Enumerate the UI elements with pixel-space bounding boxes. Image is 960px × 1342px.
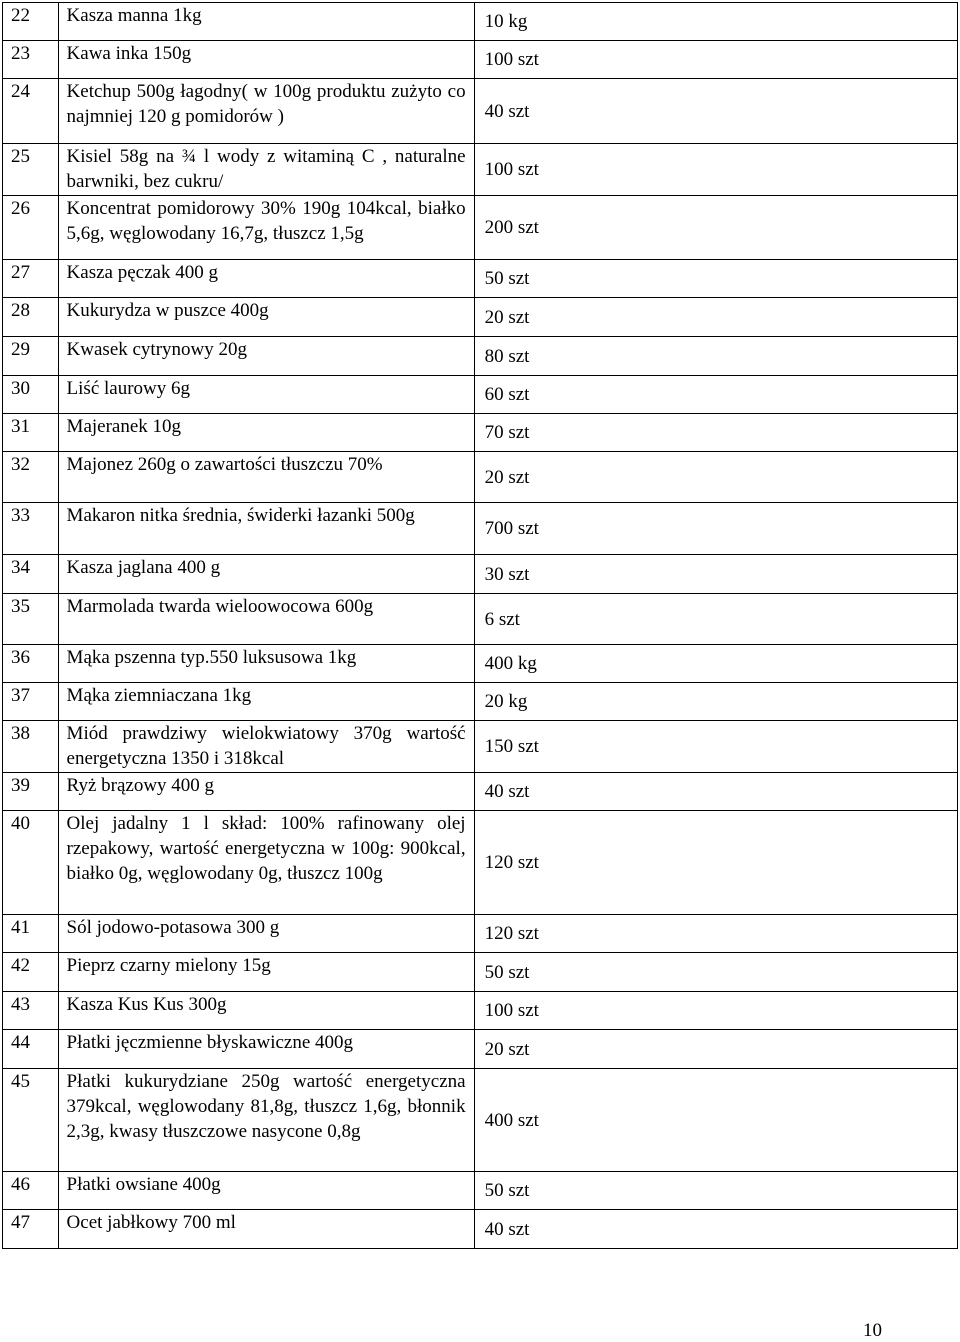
quantity: 50 szt xyxy=(474,953,957,992)
table-row xyxy=(3,594,958,645)
table-row xyxy=(3,773,958,811)
quantity: 700 szt xyxy=(474,503,957,555)
table-row xyxy=(3,337,958,376)
row-number: 43 xyxy=(3,992,59,1030)
row-number: 23 xyxy=(3,41,59,79)
quantity: 30 szt xyxy=(474,555,957,594)
table-row xyxy=(3,645,958,683)
product-name: Kukurydza w puszce 400g xyxy=(58,298,474,337)
product-name: Płatki jęczmienne błyskawiczne 400g xyxy=(58,1030,474,1069)
quantity: 20 szt xyxy=(474,298,957,337)
row-number: 47 xyxy=(3,1210,59,1249)
quantity: 20 szt xyxy=(474,452,957,503)
row-number: 24 xyxy=(3,79,59,144)
quantity: 10 kg xyxy=(474,3,957,41)
row-number: 29 xyxy=(3,337,59,376)
quantity: 40 szt xyxy=(474,1210,957,1249)
table-row xyxy=(3,992,958,1030)
quantity: 70 szt xyxy=(474,414,957,452)
product-name: Mąka ziemniaczana 1kg xyxy=(58,683,474,721)
table-row xyxy=(3,683,958,721)
product-name: Makaron nitka średnia, świderki łazanki 500g xyxy=(58,503,474,555)
row-number: 46 xyxy=(3,1172,59,1210)
quantity: 6 szt xyxy=(474,594,957,645)
quantity: 100 szt xyxy=(474,992,957,1030)
quantity: 100 szt xyxy=(474,41,957,79)
row-number: 33 xyxy=(3,503,59,555)
table-row xyxy=(3,79,958,144)
page-number: 10 xyxy=(863,1320,882,1341)
quantity: 50 szt xyxy=(474,1172,957,1210)
product-name: Majeranek 10g xyxy=(58,414,474,452)
row-number: 35 xyxy=(3,594,59,645)
product-name: Mąka pszenna typ.550 luksusowa 1kg xyxy=(58,645,474,683)
quantity: 150 szt xyxy=(474,721,957,773)
table-row xyxy=(3,1069,958,1172)
row-number: 25 xyxy=(3,144,59,196)
table-row xyxy=(3,3,958,41)
quantity: 400 szt xyxy=(474,1069,957,1172)
row-number: 34 xyxy=(3,555,59,594)
table-row xyxy=(3,1172,958,1210)
product-name: Kasza Kus Kus 300g xyxy=(58,992,474,1030)
product-name: Kwasek cytrynowy 20g xyxy=(58,337,474,376)
row-number: 45 xyxy=(3,1069,59,1172)
product-name: Kasza pęczak 400 g xyxy=(58,260,474,298)
row-number: 44 xyxy=(3,1030,59,1069)
row-number: 28 xyxy=(3,298,59,337)
product-name: Koncentrat pomidorowy 30% 190g 104kcal, białko 5,6g, węglowodany 16,7g, tłuszcz 1,5g xyxy=(58,196,474,260)
product-name: Majonez 260g o zawartości tłuszczu 70% xyxy=(58,452,474,503)
product-name: Płatki owsiane 400g xyxy=(58,1172,474,1210)
row-number: 40 xyxy=(3,811,59,915)
quantity: 80 szt xyxy=(474,337,957,376)
quantity: 40 szt xyxy=(474,773,957,811)
product-name: Liść laurowy 6g xyxy=(58,376,474,414)
table-row xyxy=(3,1030,958,1069)
row-number: 32 xyxy=(3,452,59,503)
table-row xyxy=(3,260,958,298)
row-number: 37 xyxy=(3,683,59,721)
product-name: Miód prawdziwy wielokwiatowy 370g wartość energetyczna 1350 i 318kcal xyxy=(58,721,474,773)
quantity: 200 szt xyxy=(474,196,957,260)
product-name: Kasza jaglana 400 g xyxy=(58,555,474,594)
quantity: 120 szt xyxy=(474,811,957,915)
table-row xyxy=(3,915,958,953)
table-row xyxy=(3,41,958,79)
product-name: Olej jadalny 1 l skład: 100% rafinowany olej rzepakowy, wartość energetyczna w 100g: 900kcal, białko 0g, węglowodany 0g, tłuszcz 100g xyxy=(58,811,474,915)
product-name: Ocet jabłkowy 700 ml xyxy=(58,1210,474,1249)
table-row xyxy=(3,1210,958,1249)
row-number: 42 xyxy=(3,953,59,992)
table-row xyxy=(3,196,958,260)
row-number: 30 xyxy=(3,376,59,414)
table-row xyxy=(3,555,958,594)
quantity: 100 szt xyxy=(474,144,957,196)
quantity: 50 szt xyxy=(474,260,957,298)
product-name: Kasza manna 1kg xyxy=(58,3,474,41)
row-number: 41 xyxy=(3,915,59,953)
table-row xyxy=(3,298,958,337)
row-number: 26 xyxy=(3,196,59,260)
quantity: 20 szt xyxy=(474,1030,957,1069)
quantity: 400 kg xyxy=(474,645,957,683)
quantity: 20 kg xyxy=(474,683,957,721)
row-number: 38 xyxy=(3,721,59,773)
table-row xyxy=(3,452,958,503)
row-number: 22 xyxy=(3,3,59,41)
table-row xyxy=(3,376,958,414)
product-name: Marmolada twarda wieloowocowa 600g xyxy=(58,594,474,645)
row-number: 39 xyxy=(3,773,59,811)
row-number: 36 xyxy=(3,645,59,683)
table-row xyxy=(3,503,958,555)
quantity: 60 szt xyxy=(474,376,957,414)
table-row xyxy=(3,953,958,992)
product-name: Kawa inka 150g xyxy=(58,41,474,79)
product-name: Pieprz czarny mielony 15g xyxy=(58,953,474,992)
product-name: Ketchup 500g łagodny( w 100g produktu zużyto co najmniej 120 g pomidorów ) xyxy=(58,79,474,144)
row-number: 31 xyxy=(3,414,59,452)
product-table-body xyxy=(3,3,958,1249)
table-row xyxy=(3,721,958,773)
product-name: Sól jodowo-potasowa 300 g xyxy=(58,915,474,953)
quantity: 40 szt xyxy=(474,79,957,144)
product-name: Kisiel 58g na ¾ l wody z witaminą C , naturalne barwniki, bez cukru/ xyxy=(58,144,474,196)
quantity: 120 szt xyxy=(474,915,957,953)
row-number: 27 xyxy=(3,260,59,298)
product-name: Ryż brązowy 400 g xyxy=(58,773,474,811)
table-row xyxy=(3,144,958,196)
table-row xyxy=(3,811,958,915)
product-name: Płatki kukurydziane 250g wartość energetyczna 379kcal, węglowodany 81,8g, tłuszcz 1,6g, błonnik 2,3g, kwasy tłuszczowe nasycone 0,8g xyxy=(58,1069,474,1172)
table-row xyxy=(3,414,958,452)
product-table xyxy=(2,2,958,1249)
